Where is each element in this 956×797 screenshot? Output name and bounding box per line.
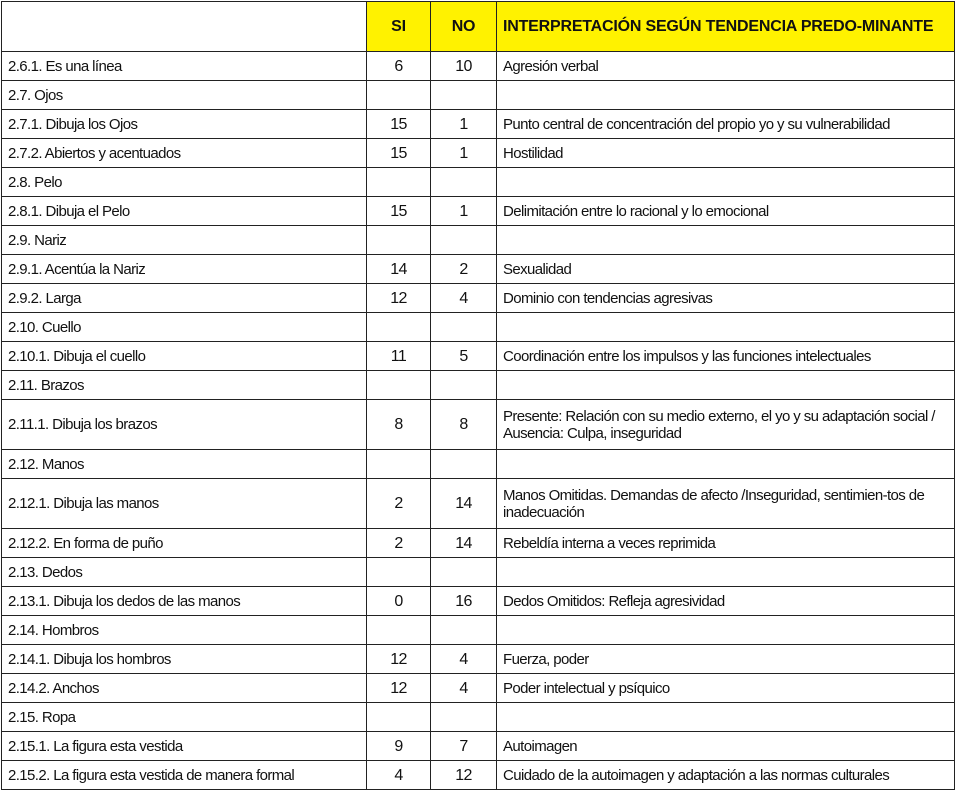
no-cell: 1 [431,139,497,168]
no-cell: 8 [431,400,497,450]
interpretation-table [1,1,955,790]
si-cell [367,558,431,587]
interpretation-cell: Agresión verbal [497,52,955,81]
no-cell [431,703,497,732]
interpretation-cell [497,313,955,342]
si-cell [367,81,431,110]
si-cell: 2 [367,479,431,529]
item-cell: 2.13. Dedos [2,558,367,587]
interpretation-cell [497,168,955,197]
table-row [2,645,955,674]
item-cell: 2.15.2. La figura esta vestida de manera formal [2,761,367,790]
interpretation-cell [497,450,955,479]
table-row [2,761,955,790]
no-cell: 16 [431,587,497,616]
interpretation-cell: Dominio con tendencias agresivas [497,284,955,313]
interpretation-cell: Coordinación entre los impulsos y las funciones intelectuales [497,342,955,371]
interpretation-cell: Delimitación entre lo racional y lo emocional [497,197,955,226]
table-row [2,81,955,110]
si-cell: 15 [367,197,431,226]
table-row [2,197,955,226]
no-cell: 12 [431,761,497,790]
si-cell: 15 [367,139,431,168]
si-cell: 12 [367,284,431,313]
table-row [2,226,955,255]
no-cell [431,558,497,587]
table-row [2,139,955,168]
interpretation-cell: Presente: Relación con su medio externo, el yo y su adaptación social / Ausencia: Culpa, inseguridad [497,400,955,450]
table-row [2,284,955,313]
item-cell: 2.7.2. Abiertos y acentuados [2,139,367,168]
no-cell: 14 [431,479,497,529]
si-cell: 15 [367,110,431,139]
no-cell: 2 [431,255,497,284]
interpretation-cell [497,616,955,645]
no-cell: 1 [431,197,497,226]
no-cell [431,371,497,400]
si-cell: 14 [367,255,431,284]
interpretation-cell: Autoimagen [497,732,955,761]
no-cell: 7 [431,732,497,761]
item-cell: 2.13.1. Dibuja los dedos de las manos [2,587,367,616]
table-row [2,674,955,703]
interpretation-cell [497,81,955,110]
item-cell: 2.8.1. Dibuja el Pelo [2,197,367,226]
table-row [2,450,955,479]
no-cell: 4 [431,674,497,703]
si-cell: 4 [367,761,431,790]
no-cell [431,81,497,110]
item-cell: 2.6.1. Es una línea [2,52,367,81]
table-row [2,313,955,342]
no-cell: 5 [431,342,497,371]
table-row [2,479,955,529]
header-row [2,2,955,52]
table-row [2,616,955,645]
si-cell [367,371,431,400]
interpretation-cell: Punto central de concentración del propio yo y su vulnerabilidad [497,110,955,139]
item-cell: 2.15. Ropa [2,703,367,732]
no-cell [431,226,497,255]
table-row [2,587,955,616]
item-cell: 2.11. Brazos [2,371,367,400]
table-row [2,168,955,197]
item-cell: 2.14.2. Anchos [2,674,367,703]
no-cell: 10 [431,52,497,81]
item-cell: 2.14. Hombros [2,616,367,645]
si-cell [367,168,431,197]
interpretation-cell [497,703,955,732]
item-cell: 2.9.2. Larga [2,284,367,313]
table-row [2,558,955,587]
si-cell: 8 [367,400,431,450]
header-interpretation: INTERPRETACIÓN SEGÚN TENDENCIA PREDO-MINANTE [497,2,955,52]
table-row [2,110,955,139]
header-no: NO [431,2,497,52]
table-row [2,342,955,371]
interpretation-cell: Rebeldía interna a veces reprimida [497,529,955,558]
no-cell [431,168,497,197]
interpretation-cell [497,226,955,255]
item-cell: 2.12.1. Dibuja las manos [2,479,367,529]
interpretation-cell [497,371,955,400]
no-cell [431,313,497,342]
item-cell: 2.7. Ojos [2,81,367,110]
si-cell [367,226,431,255]
interpretation-cell: Cuidado de la autoimagen y adaptación a las normas culturales [497,761,955,790]
header-blank [2,2,367,52]
si-cell: 9 [367,732,431,761]
si-cell: 0 [367,587,431,616]
item-cell: 2.9.1. Acentúa la Nariz [2,255,367,284]
no-cell: 4 [431,284,497,313]
item-cell: 2.12.2. En forma de puño [2,529,367,558]
interpretation-cell: Fuerza, poder [497,645,955,674]
item-cell: 2.14.1. Dibuja los hombros [2,645,367,674]
interpretation-cell: Poder intelectual y psíquico [497,674,955,703]
si-cell [367,450,431,479]
no-cell: 1 [431,110,497,139]
si-cell [367,703,431,732]
no-cell [431,450,497,479]
table-row [2,400,955,450]
si-cell: 2 [367,529,431,558]
table-row [2,52,955,81]
item-cell: 2.11.1. Dibuja los brazos [2,400,367,450]
interpretation-cell [497,558,955,587]
si-cell: 11 [367,342,431,371]
table-row [2,255,955,284]
item-cell: 2.9. Nariz [2,226,367,255]
no-cell [431,616,497,645]
item-cell: 2.12. Manos [2,450,367,479]
no-cell: 4 [431,645,497,674]
interpretation-cell: Manos Omitidas. Demandas de afecto /Inseguridad, sentimien-tos de inadecuación [497,479,955,529]
header-si: SI [367,2,431,52]
table-row [2,529,955,558]
interpretation-cell: Dedos Omitidos: Refleja agresividad [497,587,955,616]
no-cell: 14 [431,529,497,558]
table-row [2,703,955,732]
item-cell: 2.10.1. Dibuja el cuello [2,342,367,371]
item-cell: 2.7.1. Dibuja los Ojos [2,110,367,139]
item-cell: 2.8. Pelo [2,168,367,197]
interpretation-cell: Sexualidad [497,255,955,284]
si-cell: 12 [367,645,431,674]
si-cell: 6 [367,52,431,81]
item-cell: 2.10. Cuello [2,313,367,342]
si-cell: 12 [367,674,431,703]
table-row [2,732,955,761]
table-row [2,371,955,400]
item-cell: 2.15.1. La figura esta vestida [2,732,367,761]
si-cell [367,313,431,342]
interpretation-cell: Hostilidad [497,139,955,168]
si-cell [367,616,431,645]
